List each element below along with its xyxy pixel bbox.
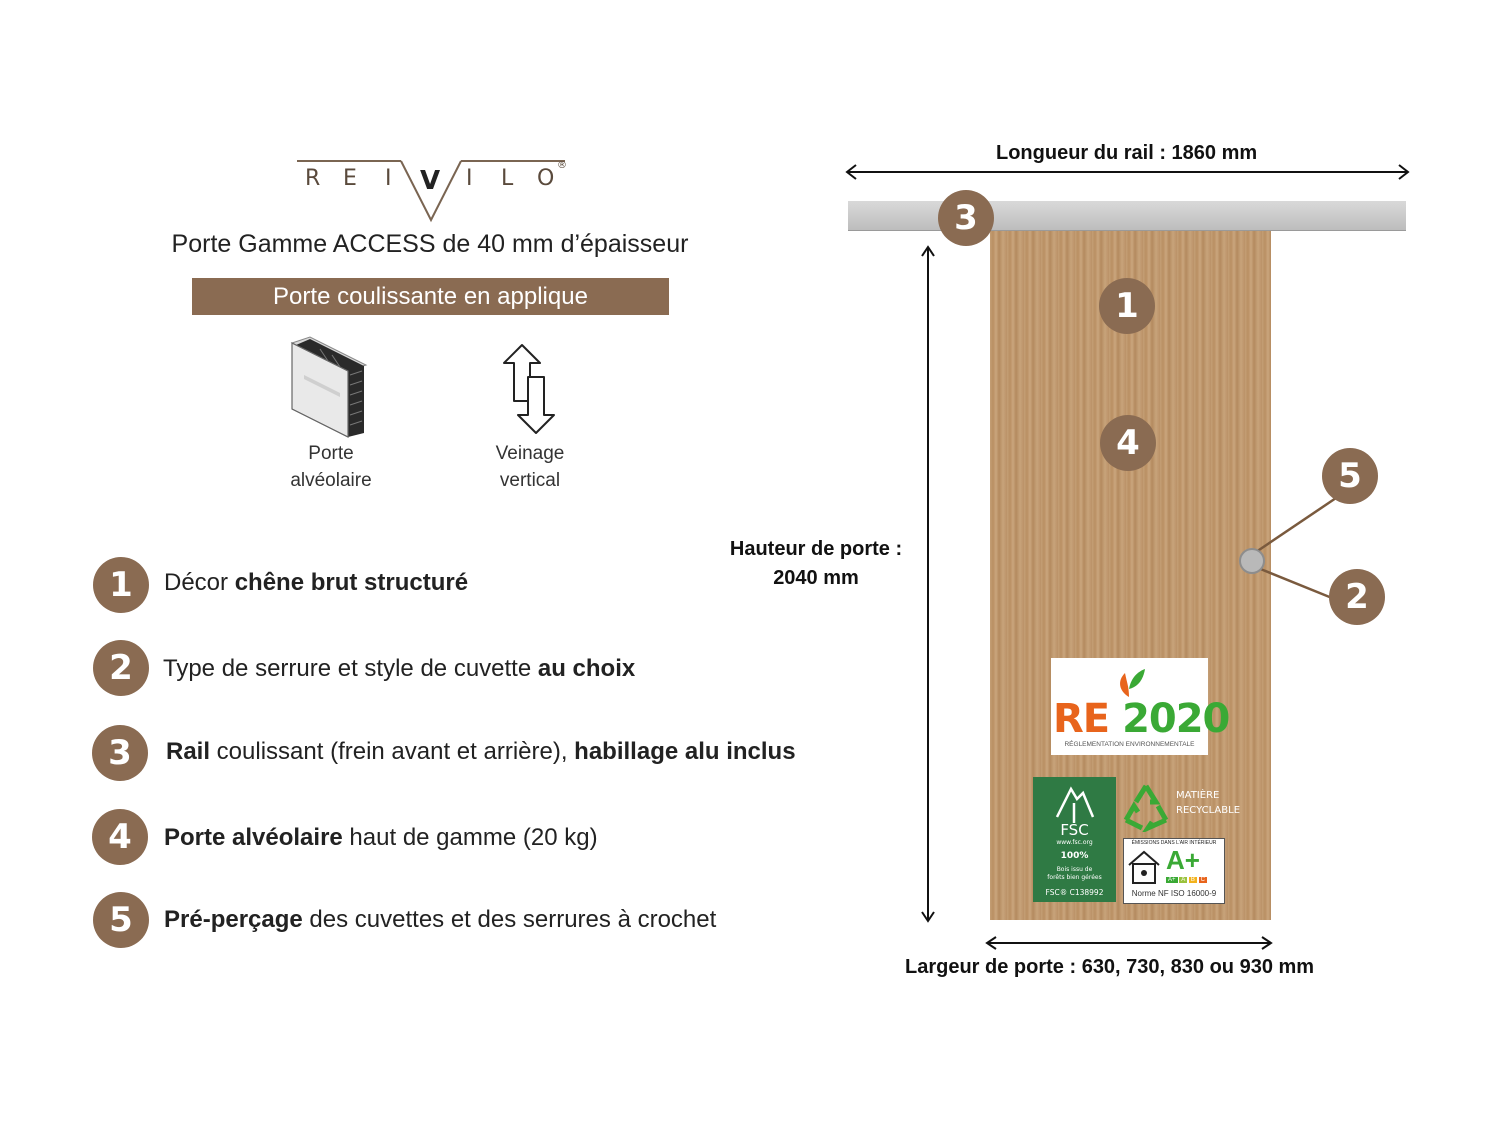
marker-lock: 2 (1329, 569, 1385, 625)
scale-step: C (1200, 877, 1205, 883)
scale-step: A (1181, 877, 1186, 883)
re2020-year: 2020 (1122, 696, 1230, 742)
feature-text-bold: Porte alvéolaire (164, 824, 343, 851)
sliding-rail (848, 201, 1406, 231)
feature-text-part: haut de gamme (20 kg) (342, 824, 598, 851)
feature-text-part: Type de serrure et style de cuvette (163, 655, 538, 682)
recyclable-badge (1120, 780, 1241, 832)
re2020-re: RE (1053, 696, 1110, 742)
door-width-label: Largeur de porte : 630, 730, 830 ou 930 mm (905, 956, 1315, 978)
brand-logo (295, 158, 567, 224)
registered-mark: ® (557, 160, 567, 171)
leaf-icon (1111, 663, 1147, 699)
feature-text-bold: Pré-perçage (164, 906, 303, 933)
scale-step: A+ (1168, 877, 1176, 883)
recyclable-line: RECYCLABLE (1176, 805, 1241, 816)
rail-length-label: Longueur du rail : 1860 mm (996, 142, 1258, 164)
door-height-label (722, 535, 910, 593)
feature-text-bold: chêne brut structuré (234, 569, 469, 596)
marker-rail: 3 (938, 190, 994, 246)
emissions-badge (1123, 838, 1225, 904)
emissions-norm: Norme NF ISO 16000-9 (1131, 889, 1217, 898)
feature-text-part: coulissant (frein avant et arrière), (210, 738, 575, 765)
grain-caption (470, 440, 590, 494)
feature-honeycomb (164, 824, 598, 852)
rail-length-arrow-icon (840, 160, 1415, 184)
feature-number-badge: 3 (92, 725, 148, 781)
door-height-line: 2040 mm (773, 567, 859, 589)
feature-number-badge: 2 (93, 640, 149, 696)
emissions-scale (1166, 877, 1207, 883)
emissions-grade: A+ (1166, 845, 1200, 875)
feature-text-bold: habillage alu inclus (574, 738, 796, 765)
tree-check-icon (1051, 783, 1097, 825)
logo-letter: O (537, 166, 555, 191)
feature-text-part: Décor (164, 569, 235, 596)
logo-letter: E (343, 166, 357, 191)
fsc-desc: Bois issu de (1056, 866, 1093, 873)
feature-rail (166, 738, 796, 766)
fsc-url: www.fsc.org (1056, 839, 1093, 846)
feature-decor (164, 569, 468, 597)
logo-letter: I (385, 166, 392, 191)
feature-text-bold: au choix (537, 655, 636, 682)
fsc-code: FSC® C138992 (1045, 888, 1104, 897)
vertical-grain-arrows-icon (502, 343, 558, 435)
fsc-desc: forêts bien gérées (1047, 874, 1102, 881)
feature-number-badge: 1 (93, 557, 149, 613)
lock-handle-icon (1239, 548, 1265, 574)
marker-door: 4 (1100, 415, 1156, 471)
feature-lock (163, 655, 635, 683)
door-width-arrow-icon (982, 932, 1276, 954)
product-tagline: Porte Gamme ACCESS de 40 mm d’épaisseur (171, 230, 689, 258)
honeycomb-caption (270, 440, 392, 494)
caption-line: Porte (308, 443, 354, 464)
recycle-icon (1120, 782, 1172, 832)
fsc-title: FSC (1060, 821, 1089, 839)
logo-letter: R (305, 166, 321, 191)
door-height-arrow-icon (917, 242, 939, 926)
logo-letter: V (420, 166, 441, 196)
feature-text-part: des cuvettes et des serrures à crochet (302, 906, 717, 933)
feature-predrilling (164, 906, 716, 934)
house-icon (1127, 849, 1161, 885)
caption-line: vertical (499, 470, 561, 491)
caption-line: alvéolaire (290, 470, 372, 491)
re2020-subtitle: RÉGLEMENTATION ENVIRONNEMENTALE (1064, 741, 1195, 748)
emissions-title: ÉMISSIONS DANS L’AIR INTÉRIEUR (1131, 840, 1217, 846)
re2020-badge (1051, 658, 1230, 755)
logo-letter: L (501, 166, 514, 191)
feature-text-bold: Rail (166, 738, 211, 765)
scale-step: B (1190, 877, 1195, 883)
logo-letter: I (466, 166, 473, 191)
honeycomb-door-icon (290, 335, 370, 440)
marker-decor: 1 (1099, 278, 1155, 334)
fsc-badge (1033, 777, 1116, 902)
recyclable-line: MATIÈRE (1176, 790, 1220, 801)
feature-number-badge: 5 (93, 892, 149, 948)
fsc-percent: 100% (1060, 851, 1089, 861)
marker-predrilling: 5 (1322, 448, 1378, 504)
feature-number-badge: 4 (92, 809, 148, 865)
caption-line: Veinage (495, 443, 565, 464)
door-height-line: Hauteur de porte : (729, 538, 903, 560)
product-banner: Porte coulissante en applique (192, 278, 669, 315)
